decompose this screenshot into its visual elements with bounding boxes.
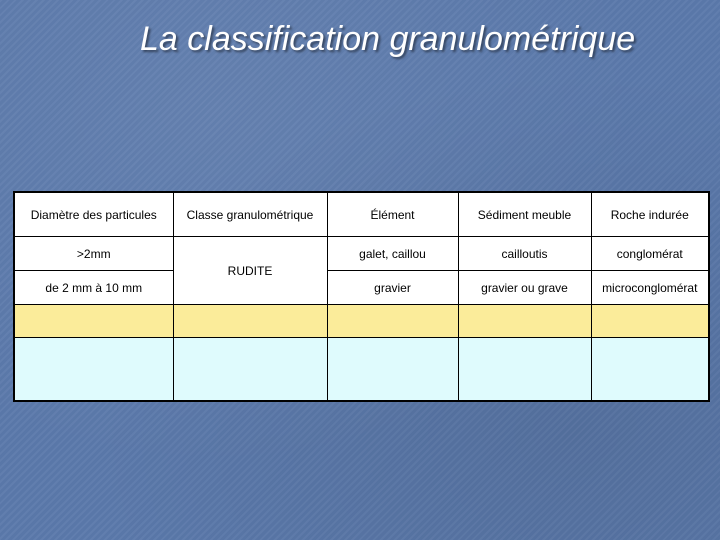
empty-cell (458, 338, 591, 402)
empty-cell (591, 305, 709, 338)
empty-cell (327, 305, 458, 338)
table-row (14, 237, 709, 271)
cell-classe-rudite: RUDITE (173, 237, 327, 305)
empty-cell (327, 338, 458, 402)
table-header-row (14, 192, 709, 237)
cell-diametre: >2mm (14, 237, 173, 271)
table-row-empty-yellow (14, 305, 709, 338)
header-roche: Roche indurée (591, 192, 709, 237)
cell-roche: microconglomérat (591, 271, 709, 305)
cell-sediment: cailloutis (458, 237, 591, 271)
classification-table (13, 191, 710, 402)
cell-element: gravier (327, 271, 458, 305)
header-classe: Classe granulométrique (173, 192, 327, 237)
cell-roche: conglomérat (591, 237, 709, 271)
empty-cell (173, 338, 327, 402)
header-diametre: Diamètre des particules (14, 192, 173, 237)
header-sediment: Sédiment meuble (458, 192, 591, 237)
table-row (14, 271, 709, 305)
empty-cell (14, 305, 173, 338)
cell-diametre: de 2 mm à 10 mm (14, 271, 173, 305)
empty-cell (458, 305, 591, 338)
cell-element: galet, caillou (327, 237, 458, 271)
empty-cell (14, 338, 173, 402)
table-row-empty-cyan (14, 338, 709, 402)
empty-cell (173, 305, 327, 338)
cell-sediment: gravier ou grave (458, 271, 591, 305)
empty-cell (591, 338, 709, 402)
slide-title: La classification granulométrique (140, 20, 636, 58)
header-element: Élément (327, 192, 458, 237)
